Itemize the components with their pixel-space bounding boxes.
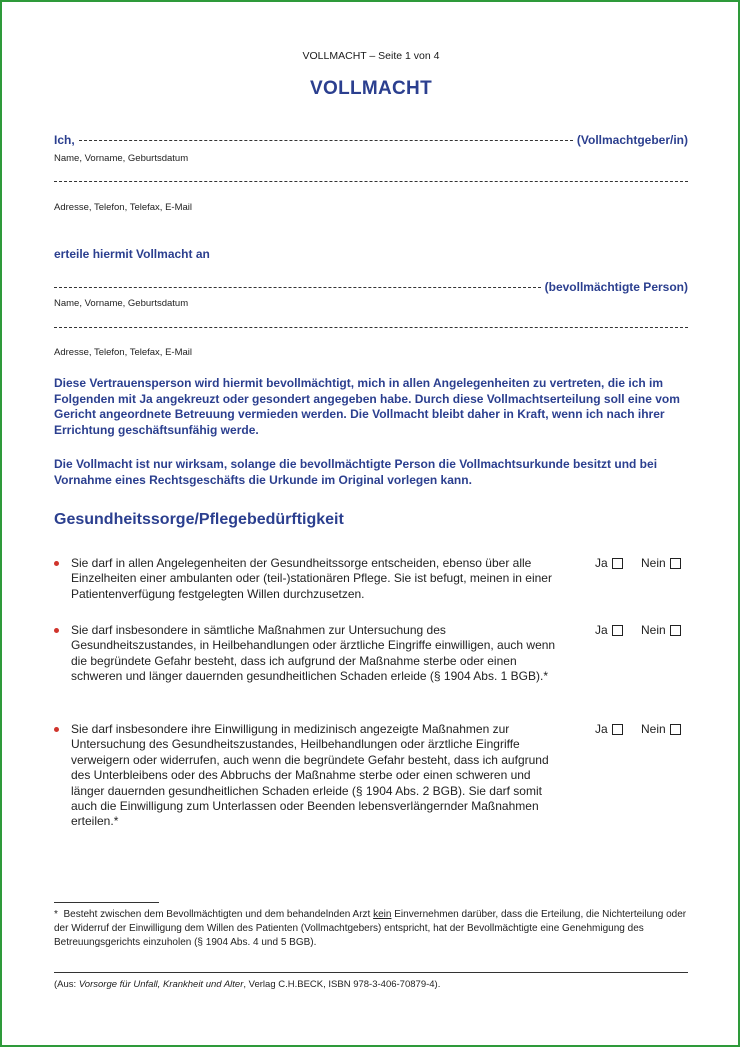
source-prefix: (Aus: — [54, 979, 79, 990]
no-option[interactable] — [641, 556, 681, 570]
grantor-name-label: Name, Vorname, Geburtsdatum — [54, 153, 189, 164]
no-label: Nein — [641, 722, 666, 736]
grantor-prefix: Ich, — [54, 133, 75, 147]
attorney-address-row — [54, 330, 688, 331]
source-suffix: , Verlag C.H.BECK, ISBN 978-3-406-70879-4). — [243, 979, 441, 990]
no-label: Nein — [641, 623, 666, 637]
footnote — [54, 908, 688, 949]
no-checkbox[interactable] — [670, 724, 681, 735]
page-header: VOLLMACHT – Seite 1 von 4 — [302, 50, 440, 62]
yes-option[interactable] — [595, 623, 623, 637]
attorney-name-row — [54, 280, 688, 294]
yes-checkbox[interactable] — [612, 724, 623, 735]
attorney-address-field[interactable] — [54, 327, 688, 328]
bullet-icon — [54, 628, 59, 633]
source-divider — [54, 972, 688, 973]
yes-option[interactable] — [595, 556, 623, 570]
footnote-divider — [54, 902, 159, 903]
grantor-name-row — [54, 133, 688, 147]
no-option[interactable] — [641, 623, 681, 637]
item-text: Sie darf insbesondere in sämtliche Maßnahmen zur Untersuchung des Gesundheitszustandes, in Heilbehandlungen oder ärztliche Eingriffe einwilligen, auch wenn die begründete Gefahr besteht, dass ich aufgrund der Maßnahme sterbe oder einen schweren und länger dauernden gesundheitlichen Schaden erleide (§ 1904 Abs. 1 BGB).* — [71, 623, 556, 684]
attorney-suffix: (bevollmächtigte Person) — [544, 280, 688, 294]
attorney-name-field[interactable] — [54, 287, 541, 288]
yes-label: Ja — [595, 556, 608, 570]
no-option[interactable] — [641, 722, 681, 736]
footnote-underlined: kein — [373, 909, 392, 920]
section-title: Gesundheitssorge/Pflegebedürftigkeit — [54, 511, 344, 528]
source-citation — [54, 979, 688, 990]
footnote-marker: * — [54, 909, 58, 920]
attorney-address-label: Adresse, Telefon, Telefax, E-Mail — [54, 347, 192, 358]
grant-line: erteile hiermit Vollmacht an — [54, 247, 210, 261]
item-text: Sie darf insbesondere ihre Einwilligung in medizinisch angezeigte Maßnahmen zur Untersuchung des Gesundheitszustandes, Heilbehandlungen oder ärztliche Eingriffe verweigern oder widerrufen, auch wenn die begründete Gefahr besteht, dass ich aufgrund des Unterbleibens oder des Abbruchs der Maßnahme sterbe oder einen schweren und länger dauernden gesundheitlichen Schaden erleide (§ 1904 Abs. 2 BGB). Sie darf somit auch die Einwilligung zum Unterlassen oder Beenden lebensverlängernder Maßnahmen erteilen.* — [71, 722, 549, 829]
paragraph-validity: Die Vollmacht ist nur wirksam, solange die bevollmächtigte Person die Vollmachtsurkunde besitzt und bei Vornahme eines Rechtsgeschäfts die Urkunde im Original vorlegen kann. — [54, 457, 658, 487]
footnote-text-end: Einvernehmen darüber, dass die Erteilung, die Nichterteilung oder der Widerruf der Einwilligung dem Willen des Patienten (Vollmachtgebers) entspricht, hat der Bevollmächtigte eine Genehmigung des Betreuungsgerichts einzuholen (§ 1904 Abs. 4 und 5 BGB). — [54, 909, 687, 948]
no-label: Nein — [641, 556, 666, 570]
attorney-name-label: Name, Vorname, Geburtsdatum — [54, 298, 189, 309]
no-checkbox[interactable] — [670, 625, 681, 636]
bullet-icon — [54, 561, 59, 566]
grantor-suffix: (Vollmachtgeber/in) — [576, 133, 688, 147]
source-book: Vorsorge für Unfall, Krankheit und Alter — [78, 979, 244, 990]
yes-checkbox[interactable] — [612, 625, 623, 636]
grantor-address-field[interactable] — [54, 181, 688, 182]
yes-label: Ja — [595, 623, 608, 637]
bullet-icon — [54, 727, 59, 732]
yes-checkbox[interactable] — [612, 558, 623, 569]
yes-label: Ja — [595, 722, 608, 736]
paragraph-trust: Diese Vertrauensperson wird hiermit bevollmächtigt, mich in allen Angelegenheiten zu vertreten, die ich im Folgenden mit Ja angekreuzt oder gesondert angegeben habe. Durch diese Vollmachtserteilung soll eine vom Gericht angeordnete Betreuung vermieden werden. Die Vollmacht bleibt daher in Kraft, wenn ich nach ihrer Errichtung geschäftsunfähig werde. — [54, 376, 680, 437]
item-text: Sie darf in allen Angelegenheiten der Gesundheitssorge entscheiden, ebenso über alle Einzelheiten einer ambulanten oder (teil-)stationären Pflege. Sie ist befugt, meinen in einer Patientenverfügung festgelegten Willen durchzusetzen. — [71, 556, 552, 601]
document-title: VOLLMACHT — [310, 78, 432, 99]
grantor-address-label: Adresse, Telefon, Telefax, E-Mail — [54, 202, 192, 213]
footnote-text-start: Besteht zwischen dem Bevollmächtigten und dem behandelnden Arzt — [63, 909, 374, 920]
no-checkbox[interactable] — [670, 558, 681, 569]
grantor-name-field[interactable] — [79, 140, 573, 141]
yes-option[interactable] — [595, 722, 623, 736]
grantor-address-row — [54, 184, 688, 185]
